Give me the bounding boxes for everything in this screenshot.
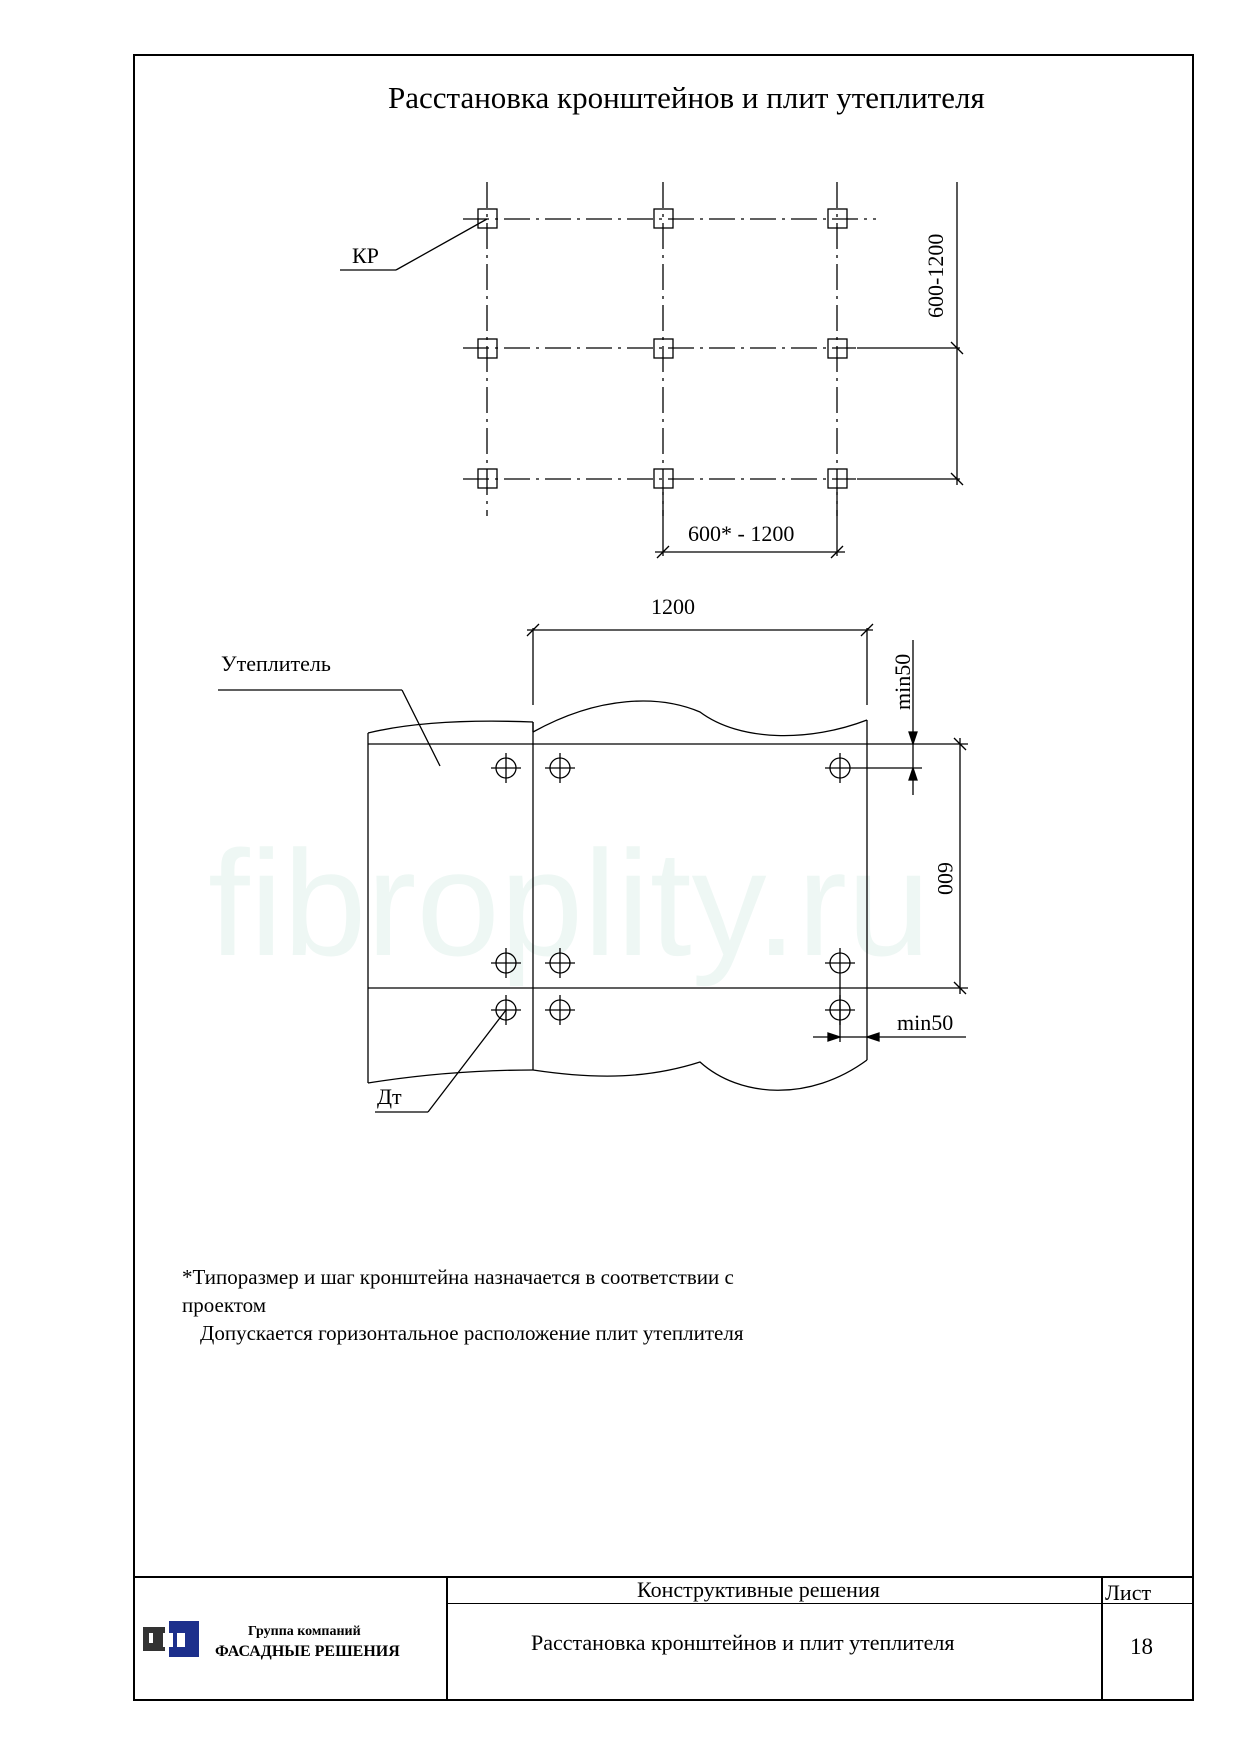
vertical-spacing-dimension [857, 182, 963, 485]
bracket-grid [463, 182, 876, 516]
note-line-1: *Типоразмер и шаг кронштейна назначается в соответствии с [182, 1265, 734, 1289]
note-line-2: проектом [182, 1293, 267, 1317]
dowel [545, 753, 575, 783]
panel-width-dimension [527, 624, 873, 705]
vertical-spacing-label: 600-1200 [923, 233, 948, 318]
sheet-number: 18 [1130, 1634, 1153, 1659]
dowel [825, 753, 855, 783]
min-side-label: min50 [897, 1010, 954, 1035]
section-name: Конструктивные решения [637, 1577, 880, 1602]
insulation-label: Утеплитель [221, 651, 331, 676]
sheet-label: Лист [1105, 1580, 1152, 1605]
insulation-leader [218, 690, 440, 766]
dowel-label: Дт [377, 1084, 402, 1109]
company-name-line-1: Группа компаний [248, 1624, 361, 1639]
title-block-row-divider [446, 1603, 1194, 1604]
dowel [491, 753, 521, 783]
bracket-label: КР [352, 243, 379, 268]
watermark: fibroplity.ru [208, 819, 931, 987]
dowel [545, 995, 575, 1025]
note-line-3: Допускается горизонтальное расположение плит утеплителя [200, 1321, 744, 1345]
title-block-divider [446, 1576, 448, 1701]
company-name-line-2: ФАСАДНЫЕ РЕШЕНИЯ [215, 1643, 400, 1660]
panel-width-label: 1200 [651, 594, 695, 619]
horizontal-spacing-label: 600* - 1200 [688, 521, 795, 546]
min-top-label: min50 [890, 653, 915, 710]
sheet-title: Расстановка кронштейнов и плит утеплителя [531, 1630, 955, 1655]
title-block-divider [1101, 1576, 1103, 1701]
company-logo [143, 1617, 203, 1667]
panel-height-label: 600 [933, 862, 958, 895]
